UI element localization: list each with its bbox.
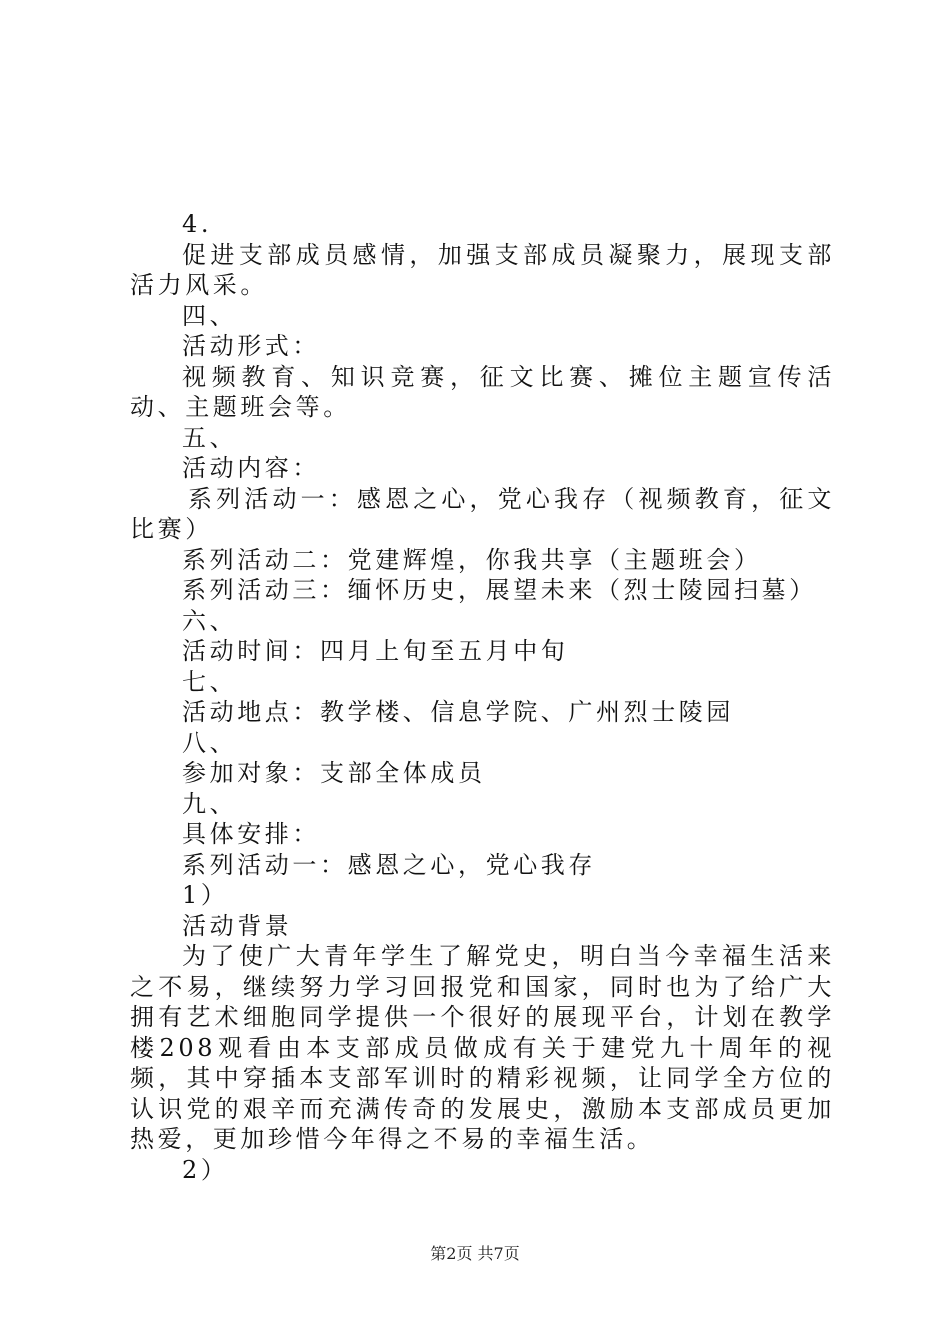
section-number-9: 九、 (182, 789, 238, 818)
section-heading-activity-form: 活动形式： (182, 332, 320, 360)
section-number-6: 六、 (182, 606, 238, 635)
activity-time: 活动时间：四月上旬至五月中旬 (182, 637, 569, 665)
item-number-1: 1） (182, 881, 229, 909)
document-body (130, 209, 835, 1185)
item-number-2: 2） (182, 1155, 229, 1184)
section-number-5: 五、 (182, 423, 238, 452)
section-heading-arrangement: 具体安排： (182, 820, 320, 848)
section-number-8: 八、 (182, 728, 238, 757)
subheading-background: 活动背景 (182, 911, 293, 940)
page-footer: 第2页 共7页 (430, 1244, 520, 1263)
background-paragraph: 为了使广大青年学生了解党史，明白当今幸福生活来之不易，继续努力学习回报党和国家，同时也为了给广大拥有艺术细胞同学提供一个很好的展现平台，计划在教学楼208观看由本支部成员做成有关于建党九十周年的视频，其中穿插本支部军训时的精彩视频，让同学全方位的认识党的艰辛而充满传奇的发展史，激励本支部成员更加热爱，更加珍惜今年得之不易的幸福生活。 (130, 942, 835, 1153)
series-activity-1: 系列活动一：感恩之心，党心我存（视频教育，征文比赛） (130, 484, 835, 543)
participants: 参加对象：支部全体成员 (182, 759, 486, 787)
section-heading-activity-content: 活动内容： (182, 454, 320, 482)
section-number-7: 七、 (182, 667, 238, 696)
list-number-4: 4. (182, 210, 213, 238)
activity-location: 活动地点：教学楼、信息学院、广州烈士陵园 (182, 698, 734, 726)
body-paragraph: 视频教育、知识竞赛，征文比赛、摊位主题宣传活动、主题班会等。 (130, 362, 835, 421)
series-activity-2: 系列活动二：党建辉煌，你我共享（主题班会） (182, 545, 762, 574)
section-number-4: 四、 (182, 301, 238, 330)
series-activity-3: 系列活动三：缅怀历史，展望未来（烈士陵园扫墓） (182, 576, 817, 604)
series-activity-1-heading: 系列活动一：感恩之心，党心我存 (182, 850, 596, 879)
body-paragraph: 促进支部成员感情，加强支部成员凝聚力，展现支部活力风采。 (130, 240, 835, 299)
